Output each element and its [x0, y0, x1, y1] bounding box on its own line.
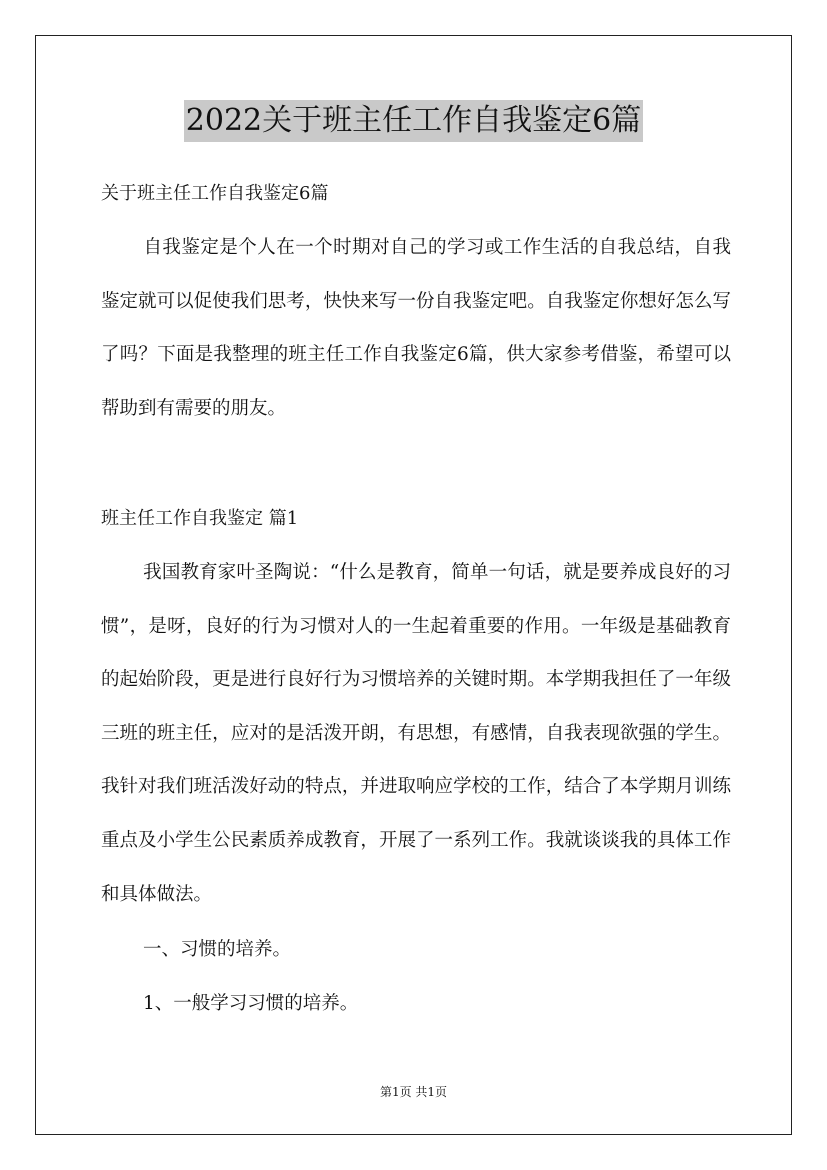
intro-text: 自我鉴定是个人在一个时期对自己的学习或工作生活的自我总结，自我鉴定就可以促使我们思考，快快来写一份自我鉴定吧。自我鉴定你想好怎么写了吗？下面是我整理的班主任工作自我鉴定6篇，供大家参考借鉴，希望可以帮助到有需要的朋友。 — [101, 237, 731, 419]
list-item-habits: 一、习惯的培养。 — [143, 939, 292, 960]
title-container — [0, 100, 827, 142]
document-subtitle: 关于班主任工作自我鉴定6篇 — [101, 183, 329, 204]
list-item-study-habits: 1、一般学习习惯的培养。 — [143, 993, 359, 1014]
page-footer: 第1页 共1页 — [379, 1085, 448, 1099]
section-heading: 班主任工作自我鉴定 篇1 — [101, 508, 299, 529]
intro-paragraph — [101, 221, 731, 435]
body-paragraph — [101, 546, 731, 921]
body-text: 我国教育家叶圣陶说：“什么是教育，简单一句话，就是要养成良好的习惯”，是呀，良好的行为习惯对人的一生起着重要的作用。一年级是基础教育的起始阶段，更是进行良好行为习惯培养的关键时期。本学期我担任了一年级三班的班主任，应对的是活泼开朗，有思想，有感情，自我表现欲强的学生。我针对我们班活泼好动的特点，并进取响应学校的工作，结合了本学期月训练重点及小学生公民素质养成教育，开展了一系列工作。我就谈谈我的具体工作和具体做法。 — [101, 562, 731, 905]
document-title: 2022关于班主任工作自我鉴定6篇 — [184, 100, 643, 142]
